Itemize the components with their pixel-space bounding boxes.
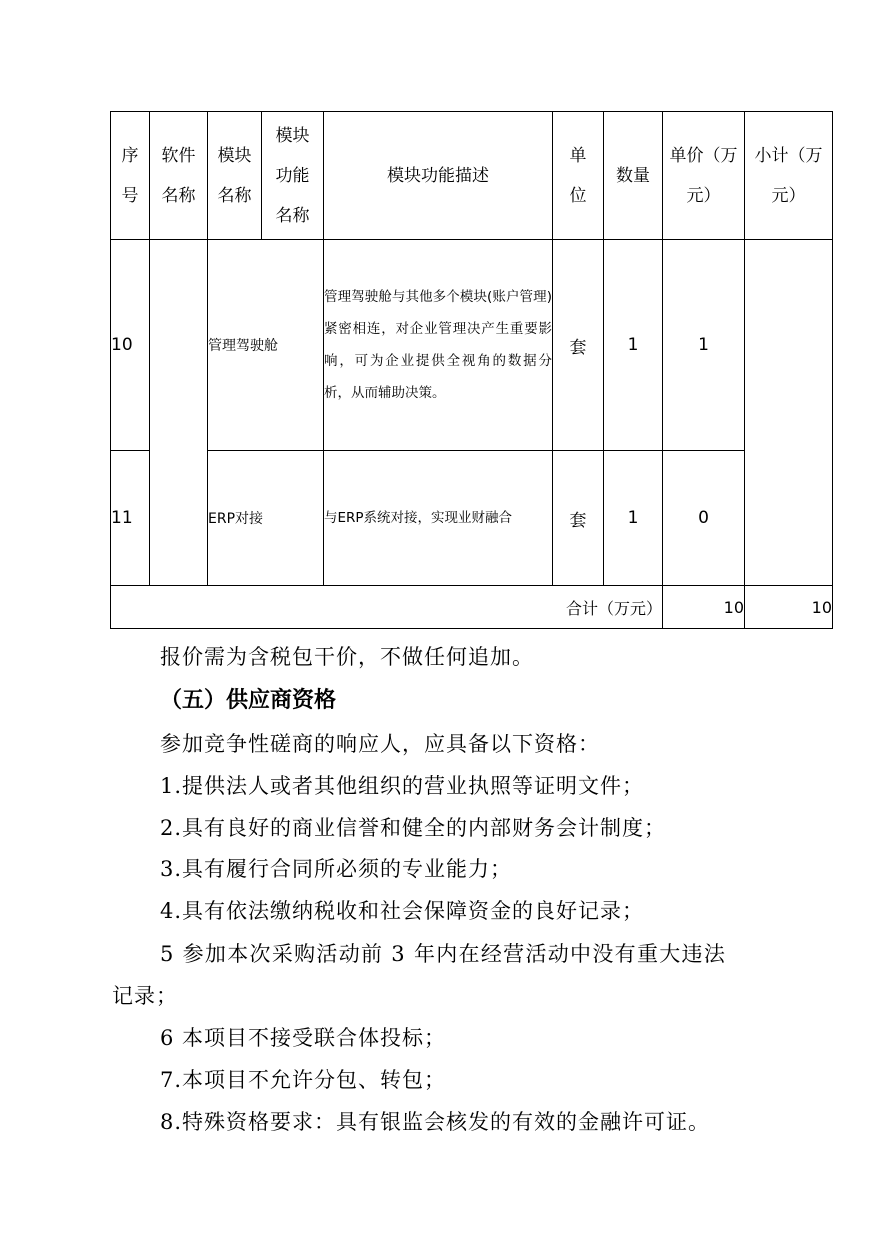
header-price: 单价（万元） (663, 112, 745, 240)
price-note: 报价需为含税包干价，不做任何追加。 (160, 645, 534, 669)
qualification-item: 8.特殊资格要求：具有银监会核发的有效的金融许可证。 (160, 1110, 711, 1134)
quote-table (110, 111, 833, 629)
qualification-intro: 参加竞争性磋商的响应人，应具备以下资格： (160, 732, 600, 756)
row-price: 0 (663, 451, 745, 586)
header-qty: 数量 (604, 112, 663, 240)
header-desc: 模块功能描述 (324, 112, 553, 240)
qualification-item: 4.具有依法缴纳税收和社会保障资金的良好记录； (160, 899, 645, 923)
row-desc: 与ERP系统对接，实现业财融合 (324, 451, 553, 586)
row-module: ERP对接 (208, 451, 324, 586)
header-function: 模块功能名称 (262, 112, 324, 240)
qualification-item: 6 本项目不接受联合体投标； (160, 1026, 447, 1050)
total-label: 合计（万元） (111, 586, 663, 629)
table-header-row (111, 112, 833, 240)
row-subtotal-cell (745, 240, 833, 586)
row-seq: 11 (111, 451, 150, 586)
qualification-item: 5 参加本次采购活动前 3 年内在经营活动中没有重大违法 (160, 942, 727, 966)
header-seq: 序号 (111, 112, 150, 240)
header-software: 软件名称 (150, 112, 208, 240)
total-subtotal: 10 (745, 586, 833, 629)
qualification-item: 7.本项目不允许分包、转包； (160, 1068, 447, 1092)
qualification-item: 1.提供法人或者其他组织的营业执照等证明文件； (160, 774, 645, 798)
row-module: 管理驾驶舱 (208, 240, 324, 451)
row-unit: 套 (553, 240, 604, 451)
table-row (111, 451, 833, 586)
row-unit: 套 (553, 451, 604, 586)
row-seq: 10 (111, 240, 150, 451)
qualification-item: 2.具有良好的商业信誉和健全的内部财务会计制度； (160, 816, 667, 840)
total-row (111, 586, 833, 629)
row-qty: 1 (604, 451, 663, 586)
row-software-cell (150, 240, 208, 586)
qualification-item-continuation: 记录； (112, 984, 178, 1008)
total-price: 10 (663, 586, 745, 629)
row-price: 1 (663, 240, 745, 451)
table-row (111, 240, 833, 451)
header-unit: 单位 (553, 112, 604, 240)
row-qty: 1 (604, 240, 663, 451)
header-module: 模块名称 (208, 112, 262, 240)
qualification-item: 3.具有履行合同所必须的专业能力； (160, 857, 513, 881)
row-desc: 管理驾驶舱与其他多个模块(账户管理)紧密相连，对企业管理决产生重要影响，可为企业提供全视角的数据分析，从而辅助决策。 (324, 240, 553, 451)
header-subtotal: 小计（万元） (745, 112, 833, 240)
section-heading: （五）供应商资格 (160, 687, 337, 713)
